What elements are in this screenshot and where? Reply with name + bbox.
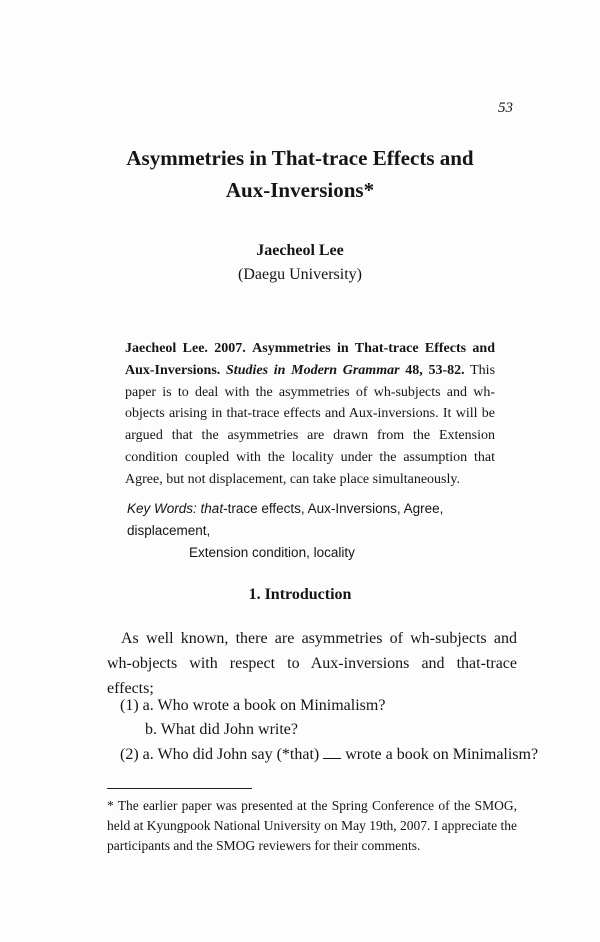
abstract xyxy=(125,338,495,491)
example-2a xyxy=(120,746,538,764)
example-1a: (1) a. Who wrote a book on Minimalism? xyxy=(120,697,386,714)
keywords xyxy=(127,498,497,564)
paper-title-line2: Aux-Inversions* xyxy=(225,178,375,202)
keyword-italic-that: that xyxy=(200,501,224,516)
intro-paragraph xyxy=(107,626,517,701)
keywords-line2: Extension condition, locality xyxy=(189,545,355,560)
author-affiliation: (Daegu University) xyxy=(238,266,362,283)
paper-title-line1: Asymmetries in That-trace Effects and xyxy=(126,146,474,170)
citation-title: Asymmetries in That-trace Effects and Aux-Inversions. xyxy=(125,341,495,378)
example-2a-before: (2) a. Who did John say (*that) xyxy=(120,746,320,763)
footnote-rule xyxy=(107,788,252,789)
author-name: Jaecheol Lee xyxy=(256,242,344,259)
intro-text: As well known, there are asymmetries of wh-subjects and wh-objects with respect to Aux-inversions and that-trace effects; xyxy=(107,630,517,697)
gap-blank xyxy=(323,746,341,759)
abstract-body: This paper is to deal with the asymmetries of wh-subjects and wh-objects arising in that-trace effects and Aux-inversions. It will be argued that the asymmetries are drawn from the Extension condition coupled with the locality under the assumption that Agree, but not displacement, can take place simultaneously. xyxy=(125,362,496,487)
example-2a-after: wrote a book on Minimalism? xyxy=(345,746,539,763)
citation-author-year: Jaecheol Lee. 2007. xyxy=(125,341,246,356)
keywords-line1: -trace effects, Aux-Inversions, Agree, displacement, xyxy=(127,501,444,538)
section-heading: 1. Introduction xyxy=(248,586,352,603)
journal-name: Studies in Modern Grammar xyxy=(226,362,400,378)
page-number: 53 xyxy=(498,100,513,116)
example-1b: b. What did John write? xyxy=(145,721,299,738)
volume-pages: 48, 53-82. xyxy=(405,362,465,378)
footnote: * The earlier paper was presented at the Spring Conference of the SMOG, held at Kyungpook National University on May 19th, 2007. I appreciate the participants and the SMOG reviewers for their comments. xyxy=(107,798,517,853)
keywords-label: Key Words: xyxy=(127,501,197,516)
